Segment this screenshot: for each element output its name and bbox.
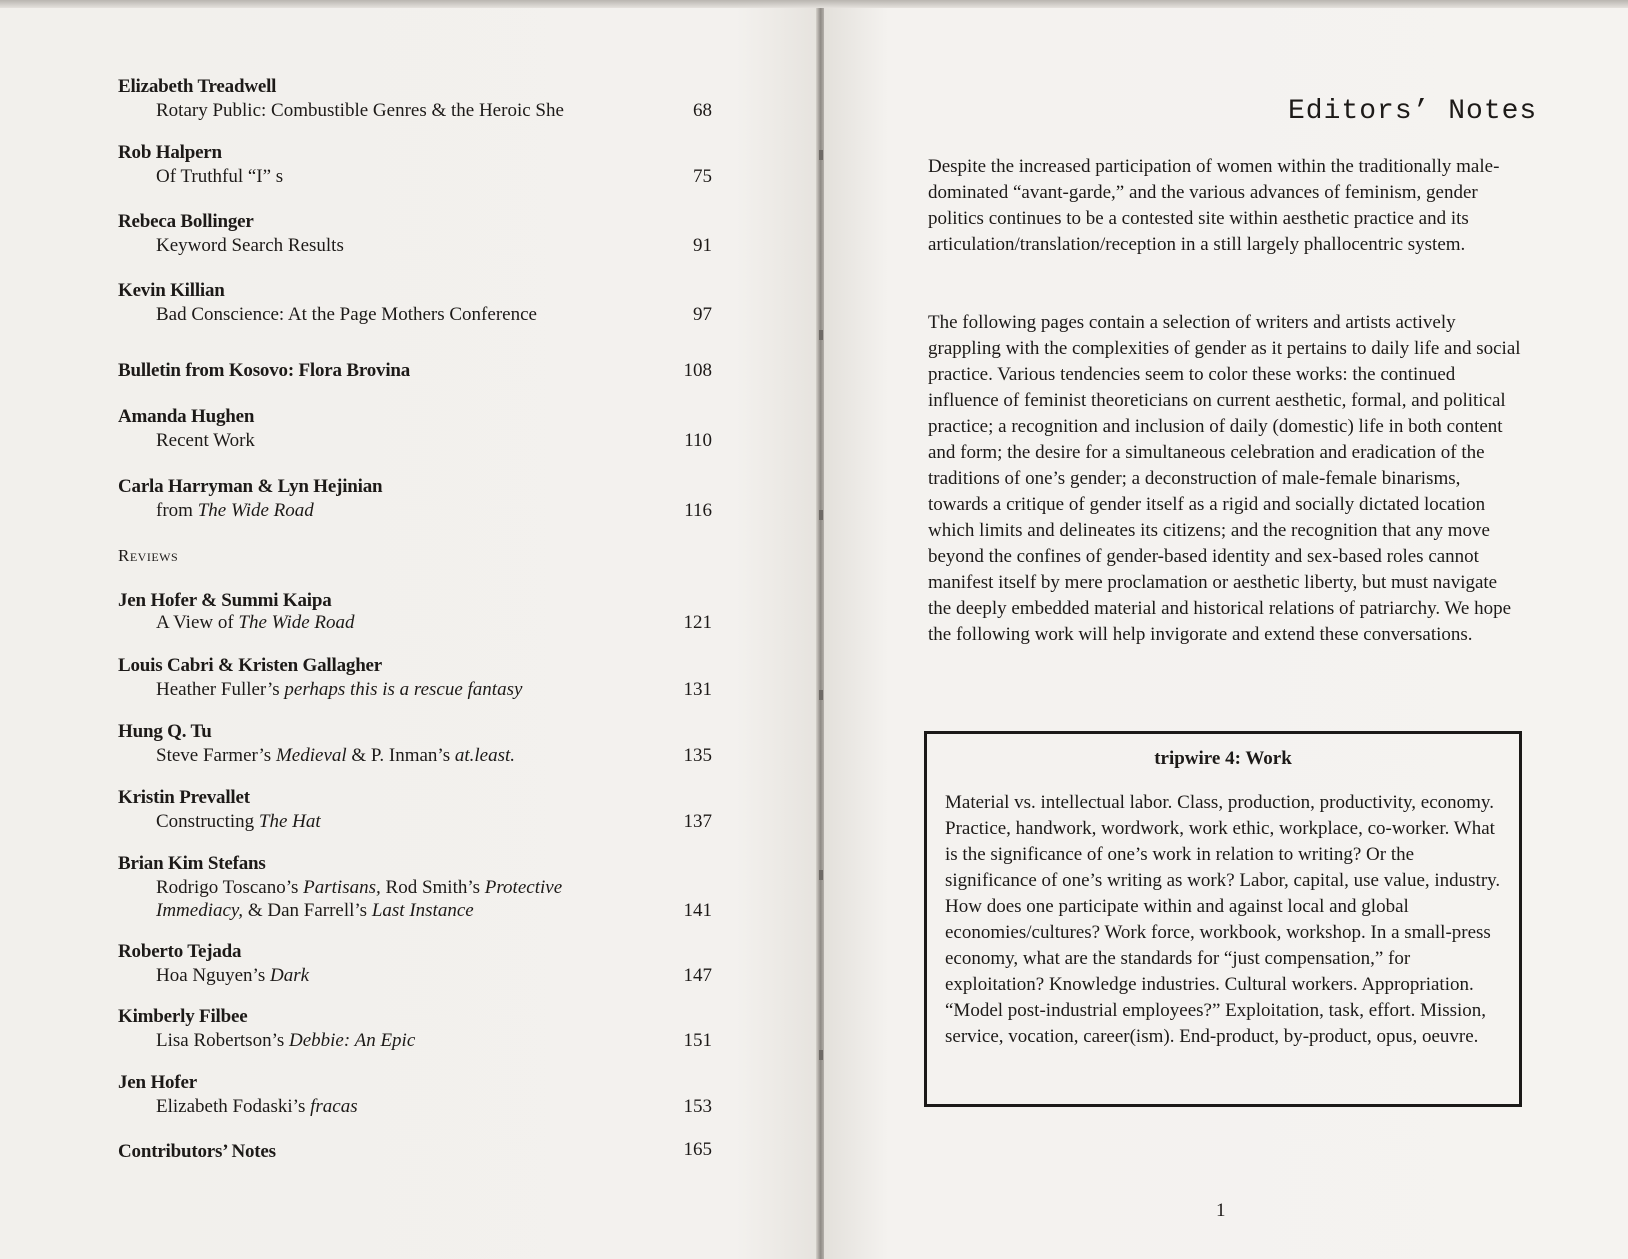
binding-stitch [819,330,823,340]
toc-author: Kevin Killian [118,280,225,301]
toc-title: Heather Fuller’s perhaps this is a rescue fantasy [156,679,523,700]
toc-page-number: 147 [683,965,712,986]
toc-title: Bad Conscience: At the Page Mothers Conference [156,304,537,325]
toc-author: Carla Harryman & Lyn Hejinian [118,476,383,497]
toc-page-number: 91 [693,235,712,256]
toc-page-number: 116 [684,500,712,521]
toc-page-number: 165 [683,1139,712,1160]
toc-title: Rodrigo Toscano’s Partisans, Rod Smith’s Protective [156,877,563,898]
toc-title: Keyword Search Results [156,235,344,256]
toc-page-number: 141 [683,900,712,921]
toc-author: Jen Hofer & Summi Kaipa [118,590,332,611]
toc-title: from The Wide Road [156,500,314,521]
toc-title: Recent Work [156,430,255,451]
tripwire-callout-box [924,731,1522,1107]
toc-title: Constructing The Hat [156,811,321,832]
toc-author: Bulletin from Kosovo: Flora Brovina [118,360,411,381]
toc-page-number: 110 [684,430,712,451]
toc-title: Lisa Robertson’s Debbie: An Epic [156,1030,416,1051]
toc-title-continued: Immediacy, & Dan Farrell’s Last Instance [156,900,474,921]
toc-title: Hoa Nguyen’s Dark [156,965,310,986]
toc-title: Steve Farmer’s Medieval & P. Inman’s at.least. [156,745,516,766]
callout-text: Material vs. intellectual labor. Class, production, productivity, economy. Practice, handwork, wordwork, work ethic, workplace, co-worker. What is the significance of one’s work in relation to writing? Or the significance of one’s writing as work? Labor, capital, use value, industry. How does one participate within and against local and global economies/cultures? Work force, workbook, workshop. In a small-press economy, what are the standards for “just compensation,” for exploitation? Knowledge industries. Cultural workers. Appropriation. “Model post-industrial employees?” Exploitation, task, effort. Mission, service, vocation, career(ism). End-product, by-product, opus, oeuvre. [945,792,1501,1047]
editors-paragraph: Despite the increased participation of women within the traditionally male-dominated “avant-garde,” and the various advances of feminism, gender politics continues to be a contested site within aesthetic practice and its articulation/translation/reception in a still largely phallocentric system. [928,156,1500,255]
editors-notes-heading: Editors’ Notes [1288,96,1538,127]
toc-page-number: 97 [693,304,712,325]
toc-title: Elizabeth Fodaski’s fracas [156,1096,358,1117]
binding-stitch [819,870,823,880]
toc-author: Brian Kim Stefans [118,853,266,874]
toc-author: Kristin Prevallet [118,787,250,808]
toc-title: Of Truthful “I” s [156,166,284,187]
toc-author: Contributors’ Notes [118,1141,276,1162]
toc-author: Roberto Tejada [118,941,242,962]
toc-author: Kimberly Filbee [118,1006,248,1027]
left-page-contents [0,8,818,1259]
toc-page-number: 135 [683,745,712,766]
toc-author: Rebeca Bollinger [118,211,254,232]
binding-stitch [819,690,823,700]
toc-page-number: 131 [683,679,712,700]
toc-title: Rotary Public: Combustible Genres & the Heroic She [156,100,564,121]
binding-stitch [819,510,823,520]
reviews-heading: Reviews [118,546,179,565]
page-number: 1 [1216,1200,1226,1221]
editors-paragraph: The following pages contain a selection of writers and artists actively grappling with the complexities of gender as it pertains to daily life and social practice. Various tendencies seem to color these works: the continued influence of feminist theoreticians on current aesthetic, formal, and political practice; a recognition and inclusion of daily (domestic) life in both content and form; the desire for a simultaneous celebration and eradication of the traditions of one’s gender; a deconstruction of male-female binarisms, towards a critique of gender itself as a rigid and socially dictated location which limits and delineates its citizens; and the recognition that any move beyond the confines of gender-based identity and sex-based roles cannot manifest itself by mere proclamation or aesthetic liberty, but must navigate the deeply embedded material and historical relations of patriarchy. We hope the following work will help invigorate and extend these conversations. [928,312,1521,645]
toc-page-number: 68 [693,100,712,121]
toc-author: Rob Halpern [118,142,222,163]
toc-author: Jen Hofer [118,1072,197,1093]
toc-page-number: 121 [683,612,712,633]
toc-page-number: 151 [683,1030,712,1051]
toc-page-number: 108 [683,360,712,381]
toc-page-number: 153 [683,1096,712,1117]
toc-author: Hung Q. Tu [118,721,212,742]
binding-stitch [819,1050,823,1060]
binding-stitch [819,150,823,160]
callout-title: tripwire 4: Work [1154,748,1292,769]
toc-page-number: 137 [683,811,712,832]
toc-author: Louis Cabri & Kristen Gallagher [118,655,383,676]
toc-page-number: 75 [693,166,712,187]
toc-title: A View of The Wide Road [156,612,355,633]
toc-author: Amanda Hughen [118,406,255,427]
toc-author: Elizabeth Treadwell [118,76,277,97]
